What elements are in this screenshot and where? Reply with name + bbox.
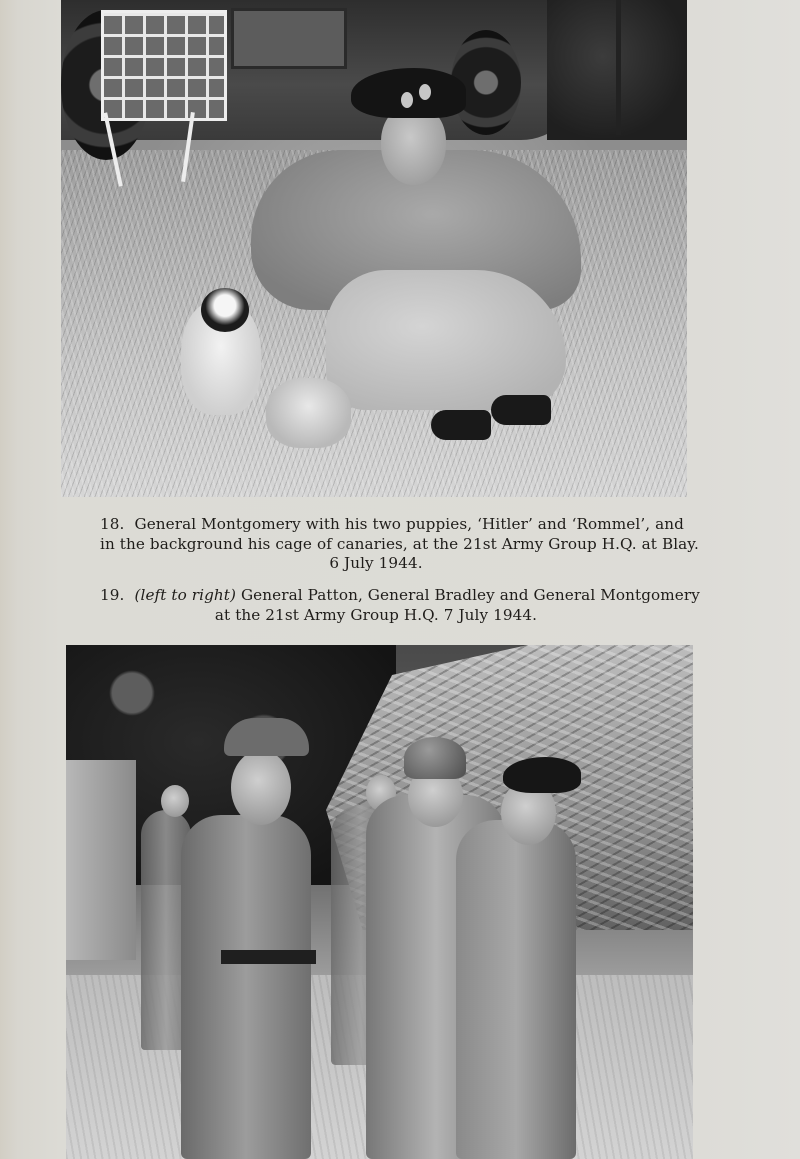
boot <box>431 410 491 440</box>
photo-montgomery-with-puppies <box>61 0 687 497</box>
figure-patton <box>181 815 311 1159</box>
figure-montgomery <box>456 820 576 1159</box>
caption-18-line-3: 6 July 1944. <box>329 554 423 572</box>
photo-patton-bradley-montgomery <box>66 645 693 1159</box>
vehicle-side <box>66 760 136 960</box>
patton-head <box>231 750 291 825</box>
caption-text: General Montgomery with his two puppies, ‘Hitler’ and ‘Rommel’, and <box>134 515 684 533</box>
man-trousers <box>326 270 566 410</box>
canary-cage <box>101 10 227 121</box>
soldier-head <box>161 785 189 817</box>
caption-18-line-1 <box>100 515 684 535</box>
truck-window <box>231 8 347 69</box>
puppy-spaniel <box>266 378 351 448</box>
pole <box>616 0 621 135</box>
caption-plate-18 <box>100 515 699 574</box>
caption-18-line-2: in the background his cage of canaries, at the 21st Army Group H.Q. at Blay. <box>100 534 699 553</box>
plate-number: 18. <box>100 515 125 533</box>
caption-text: General Patton, General Bradley and General Montgomery <box>236 586 700 604</box>
plate-number: 19. <box>100 586 125 604</box>
beret-badge <box>401 92 413 108</box>
bradley-helmet <box>404 737 466 779</box>
patton-belt <box>221 950 316 964</box>
caption-plate-19 <box>100 586 700 625</box>
caption-italic-prefix: (left to right) <box>134 586 237 604</box>
patton-cap <box>224 718 309 756</box>
montgomery-beret <box>503 757 581 793</box>
boot <box>491 395 551 425</box>
beret-badge <box>419 84 431 100</box>
caption-19-line-2: at the 21st Army Group H.Q. 7 July 1944. <box>214 605 538 624</box>
caption-19-line-1 <box>100 586 700 606</box>
puppy-terrier-head <box>201 288 249 332</box>
